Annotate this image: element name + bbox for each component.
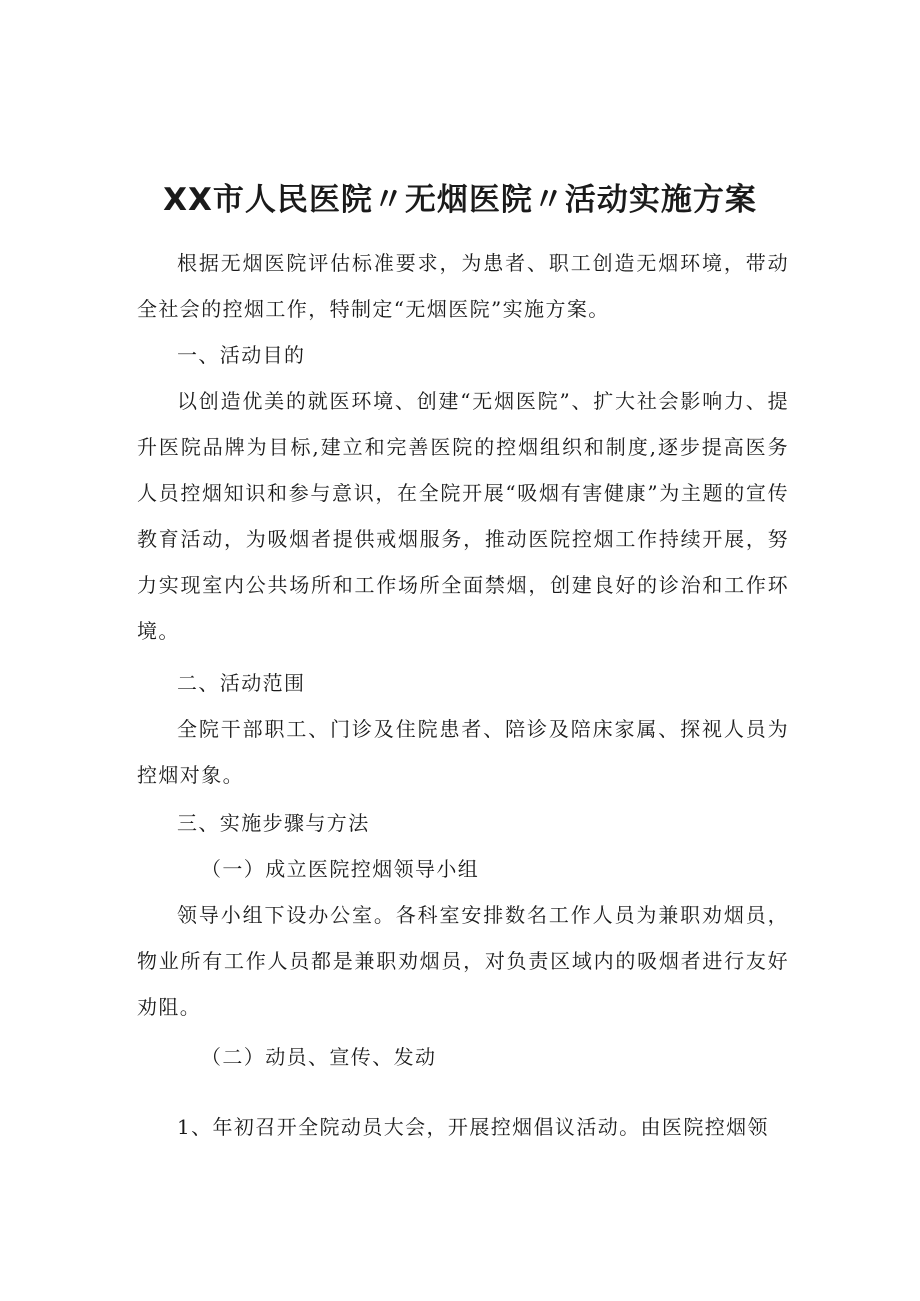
section-heading-steps: 三、实施步骤与方法 [177,811,370,835]
leadership-paragraph: 领导小组下设办公室。各科室安排数名工作人员为兼职劝烟员，物业所有工作人员都是兼职劝烟员，对负责区域内的吸烟者进行友好劝阻。 [137,903,789,1019]
subsection-heading-leadership: （一）成立医院控烟领导小组 [201,857,480,881]
subsection-heading-mobilization: （二）动员、宣传、发动 [201,1045,437,1069]
section-heading-scope: 二、活动范围 [177,671,306,695]
intro-paragraph: 根据无烟医院评估标准要求，为患者、职工创造无烟环境，带动全社会的控烟工作，特制定“无烟医院”实施方案。 [137,251,789,321]
document-title: XX市人民医院〃无烟医院〃活动实施方案 [163,182,757,218]
mobilization-paragraph: 1、年初召开全院动员大会，开展控烟倡议活动。由医院控烟领 [177,1115,769,1139]
purpose-paragraph: 以创造优美的就医环境、创建“无烟医院”、扩大社会影响力、提升医院品牌为目标,建立和完善医院的控烟组织和制度,逐步提高医务人员控烟知识和参与意识，在全院开展“吸烟有害健康”为主题的宣传教育活动，为吸烟者提供戒烟服务，推动医院控烟工作持续开展，努力实现室内公共场所和工作场所全面禁烟，创建良好的诊治和工作环境。 [137,389,789,643]
section-heading-purpose: 一、活动目的 [177,343,306,367]
scope-paragraph: 全院干部职工、门诊及住院患者、陪诊及陪床家属、探视人员为控烟对象。 [137,717,789,787]
